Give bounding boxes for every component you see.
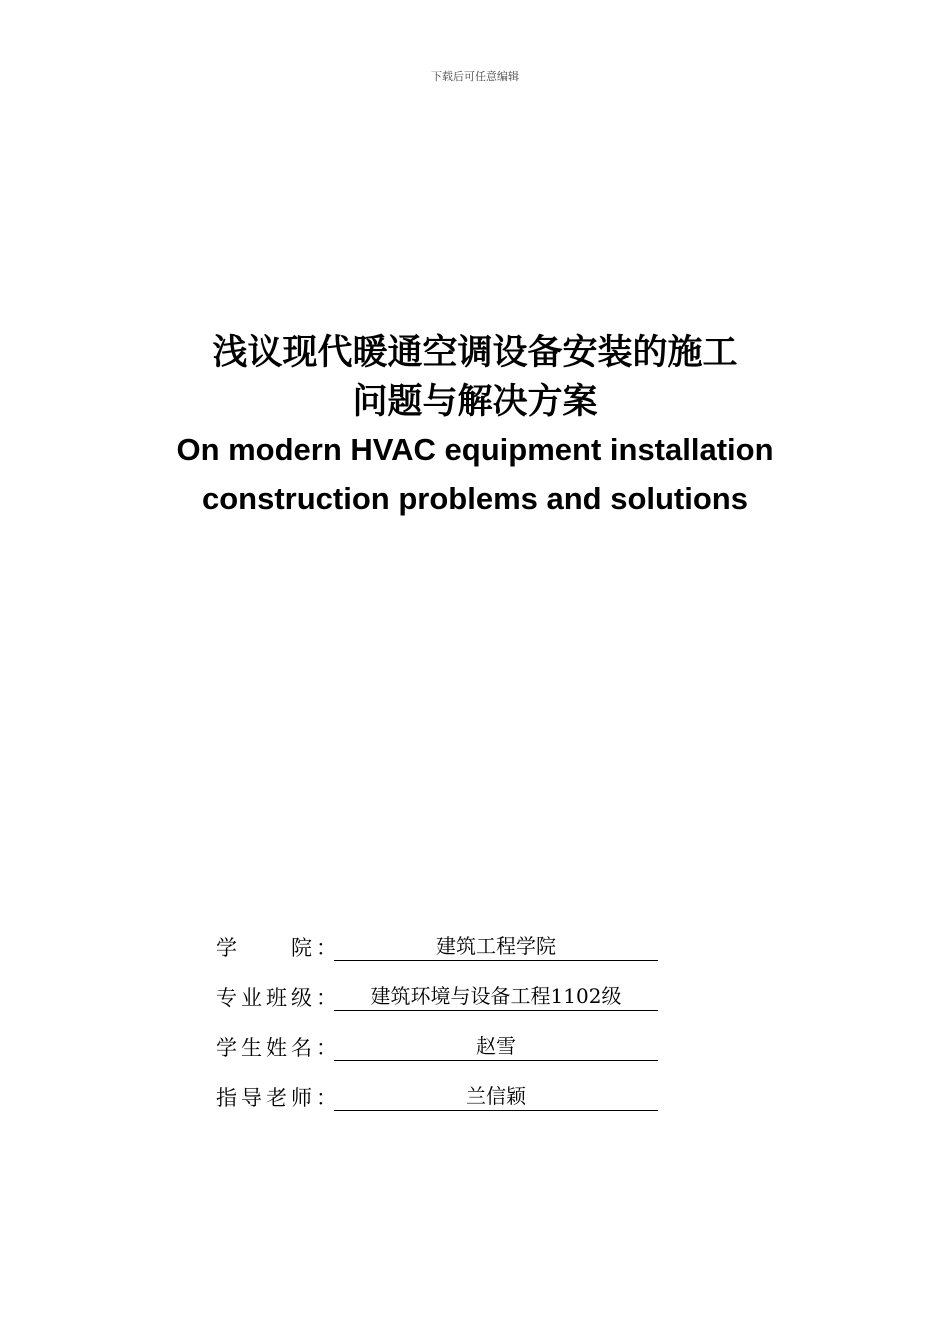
advisor-label: 指导老师：	[216, 1086, 341, 1110]
advisor-value: 兰信颖	[334, 1082, 658, 1111]
class-value: 建筑环境与设备工程1102级	[334, 982, 658, 1011]
title-english-line-2: construction problems and solutions	[202, 481, 748, 516]
student-label: 学生姓名：	[216, 1036, 341, 1060]
cover-info-block	[216, 930, 676, 1130]
student-value: 赵雪	[334, 1032, 658, 1061]
header-note: 下载后可任意编辑	[431, 70, 519, 83]
title-chinese-line-1: 浅议现代暖通空调设备安装的施工	[212, 333, 738, 373]
class-label: 专业班级：	[216, 986, 341, 1010]
college-label: 学 院：	[216, 936, 341, 960]
info-row-class	[216, 980, 676, 1030]
info-row-student	[216, 1030, 676, 1080]
title-chinese-line-2: 问题与解决方案	[352, 382, 598, 422]
info-row-advisor	[216, 1080, 676, 1130]
college-value: 建筑工程学院	[334, 932, 658, 961]
title-english-line-1: On modern HVAC equipment installation	[176, 432, 774, 467]
info-row-college	[216, 930, 676, 980]
